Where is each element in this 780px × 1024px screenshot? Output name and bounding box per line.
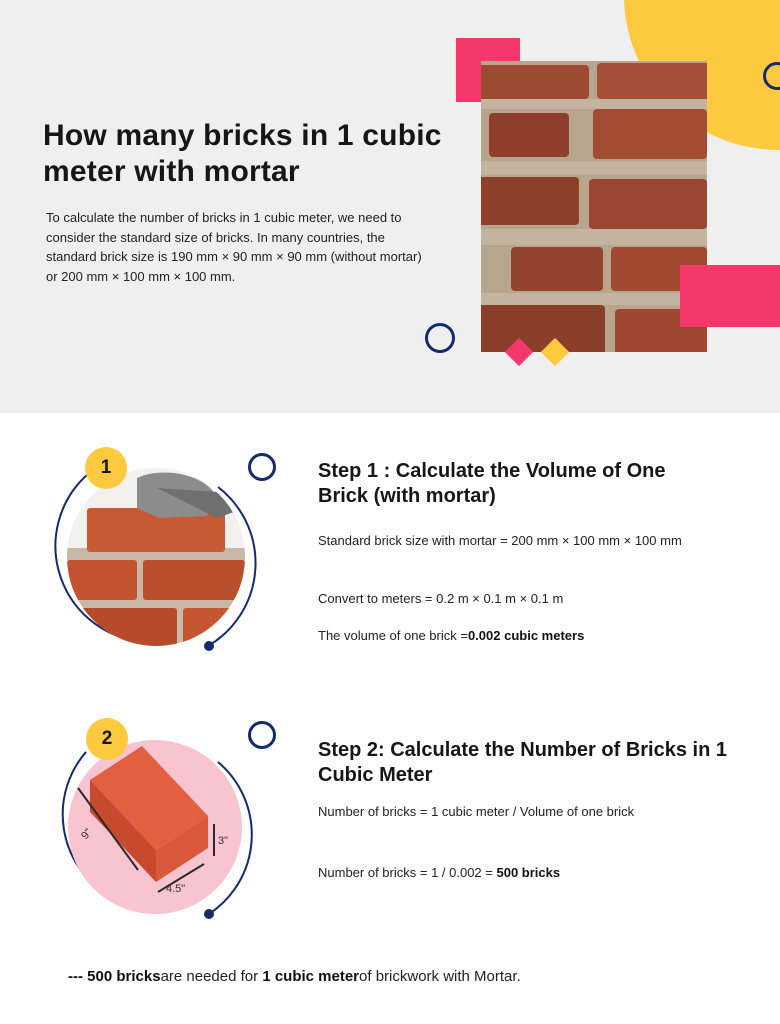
step-1-number-badge: 1 bbox=[85, 447, 127, 489]
bricklayer-image bbox=[67, 468, 245, 646]
step-2-number-badge: 2 bbox=[86, 718, 128, 760]
step-1-volume-result: 0.002 cubic meters bbox=[467, 628, 585, 643]
step-1-brick-size: Standard brick size with mortar = 200 mm × 100 mm × 100 mm bbox=[318, 533, 682, 548]
navy-ring-decoration bbox=[425, 323, 455, 353]
step-1-volume bbox=[318, 626, 718, 646]
conclusion-bricks: 500 bricks bbox=[87, 968, 161, 985]
step-2-title: Step 2: Calculate the Number of Bricks in 1 Cubic Meter bbox=[318, 739, 727, 786]
conclusion-note bbox=[68, 966, 521, 988]
step-2-result-value: 500 bricks bbox=[496, 865, 561, 880]
step-1-convert: Convert to meters = 0.2 m × 0.1 m × 0.1 m bbox=[318, 591, 564, 606]
page-title: How many bricks in 1 cubic meter with mortar bbox=[43, 119, 442, 188]
brick-width-label: 4.5" bbox=[166, 883, 186, 895]
hero-section bbox=[0, 0, 780, 413]
brick-height-label: 3" bbox=[218, 835, 229, 847]
brick-wall-image bbox=[481, 61, 707, 352]
brick-length-label: 9" bbox=[79, 826, 95, 842]
intro-paragraph: To calculate the number of bricks in 1 cubic meter, we need to consider the standard size of bricks. In many countries, the standard brick size is 190 mm × 90 mm × 90 mm (without mortar) or 200 mm × 100 mm × 100 mm. bbox=[46, 210, 422, 284]
step-2-result bbox=[318, 863, 718, 883]
brick-diagram bbox=[68, 740, 242, 914]
step-2-formula: Number of bricks = 1 cubic meter / Volume of one brick bbox=[318, 804, 635, 819]
navy-ring-decoration bbox=[248, 721, 276, 749]
navy-ring-decoration bbox=[248, 453, 276, 481]
bricklayer-photo bbox=[67, 468, 245, 646]
step-1-title: Step 1 : Calculate the Volume of One Brick (with mortar) bbox=[318, 460, 666, 507]
step-2-result-prefix: Number of bricks = 1 / 0.002 = bbox=[318, 865, 497, 880]
brick-wall-photo bbox=[481, 61, 707, 352]
conclusion-volume: 1 cubic meter bbox=[262, 968, 360, 985]
brick-dimension-illustration bbox=[68, 740, 242, 914]
step-1-volume-prefix: The volume of one brick = bbox=[318, 628, 468, 643]
conclusion-text-1: are needed for bbox=[160, 968, 263, 985]
conclusion-text-2: of brickwork with Mortar. bbox=[359, 968, 521, 985]
pink-rectangle-decoration bbox=[680, 265, 780, 327]
conclusion-dashes: --- bbox=[68, 968, 83, 985]
